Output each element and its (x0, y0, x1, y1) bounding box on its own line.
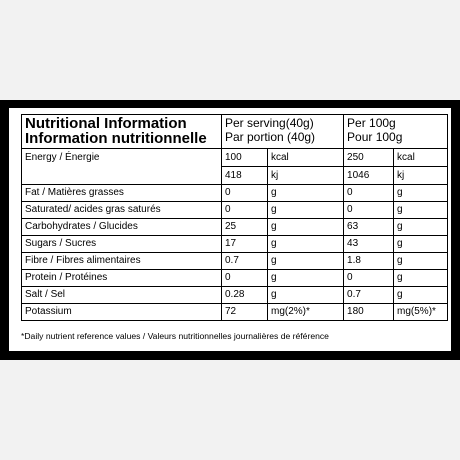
per100-unit: g (394, 185, 448, 202)
per-100g-french: Pour 100g (347, 130, 403, 144)
nutrient-row-fibre (22, 253, 448, 270)
per100-unit: g (394, 219, 448, 236)
serving-unit: g (268, 270, 344, 287)
serving-value: 0.7 (222, 253, 268, 270)
serving-value: 0 (222, 202, 268, 219)
nutrient-name: Protein / Protéines (22, 270, 222, 287)
per100-value: 63 (344, 219, 394, 236)
per-100g-english: Per 100g (347, 116, 396, 130)
per100-unit: g (394, 236, 448, 253)
nutrient-name: Fat / Matières grasses (22, 185, 222, 202)
per100-value: 180 (344, 304, 394, 321)
serving-value: 72 (222, 304, 268, 321)
serving-unit: g (268, 202, 344, 219)
per100-value: 43 (344, 236, 394, 253)
serving-unit: g (268, 287, 344, 304)
table-title (22, 115, 222, 149)
nutrient-row-saturated (22, 202, 448, 219)
per100-value: 0 (344, 270, 394, 287)
serving-unit: mg(2%)* (268, 304, 344, 321)
nutrient-name: Sugars / Sucres (22, 236, 222, 253)
per100-unit: g (394, 287, 448, 304)
serving-unit: g (268, 236, 344, 253)
per100-unit: mg(5%)* (394, 304, 448, 321)
black-panel (0, 100, 460, 360)
per100-unit: g (394, 253, 448, 270)
per100-value: 0 (344, 202, 394, 219)
energy-kcal-per100-value: 250 (344, 149, 394, 167)
header-row (22, 115, 448, 149)
energy-kcal-per100-unit: kcal (394, 149, 448, 167)
per-serving-french: Par portion (40g) (225, 130, 316, 144)
per-serving-header (222, 115, 344, 149)
nutrition-table (21, 114, 448, 321)
nutrient-row-protein (22, 270, 448, 287)
title-french: Information nutritionnelle (25, 130, 207, 147)
footnote: *Daily nutrient reference values / Valeurs nutritionnelles journalières de référence (21, 331, 329, 341)
serving-value: 0 (222, 185, 268, 202)
energy-kcal-serving-value: 100 (222, 149, 268, 167)
nutrient-row-fat (22, 185, 448, 202)
per-serving-english: Per serving(40g) (225, 116, 314, 130)
per-100g-header (344, 115, 448, 149)
nutrient-name: Potassium (22, 304, 222, 321)
per100-unit: g (394, 202, 448, 219)
nutrient-name: Saturated/ acides gras saturés (22, 202, 222, 219)
serving-value: 25 (222, 219, 268, 236)
serving-unit: g (268, 185, 344, 202)
energy-name: Energy / Énergie (22, 149, 222, 185)
energy-kj-serving-unit: kj (268, 167, 344, 185)
nutrient-name: Fibre / Fibres alimentaires (22, 253, 222, 270)
energy-kcal-serving-unit: kcal (268, 149, 344, 167)
nutrient-name: Carbohydrates / Glucides (22, 219, 222, 236)
per100-unit: g (394, 270, 448, 287)
serving-unit: g (268, 219, 344, 236)
nutrient-row-potassium (22, 304, 448, 321)
energy-kj-serving-value: 418 (222, 167, 268, 185)
serving-value: 17 (222, 236, 268, 253)
nutrient-row-salt (22, 287, 448, 304)
nutrient-row-sugars (22, 236, 448, 253)
title-english: Nutritional Information (25, 115, 187, 132)
energy-row-kcal (22, 149, 448, 167)
per100-value: 0.7 (344, 287, 394, 304)
energy-kj-per100-value: 1046 (344, 167, 394, 185)
serving-value: 0.28 (222, 287, 268, 304)
nutrient-row-carbohydrates (22, 219, 448, 236)
serving-value: 0 (222, 270, 268, 287)
per100-value: 1.8 (344, 253, 394, 270)
per100-value: 0 (344, 185, 394, 202)
serving-unit: g (268, 253, 344, 270)
nutrition-label (9, 108, 451, 351)
nutrient-name: Salt / Sel (22, 287, 222, 304)
energy-kj-per100-unit: kj (394, 167, 448, 185)
